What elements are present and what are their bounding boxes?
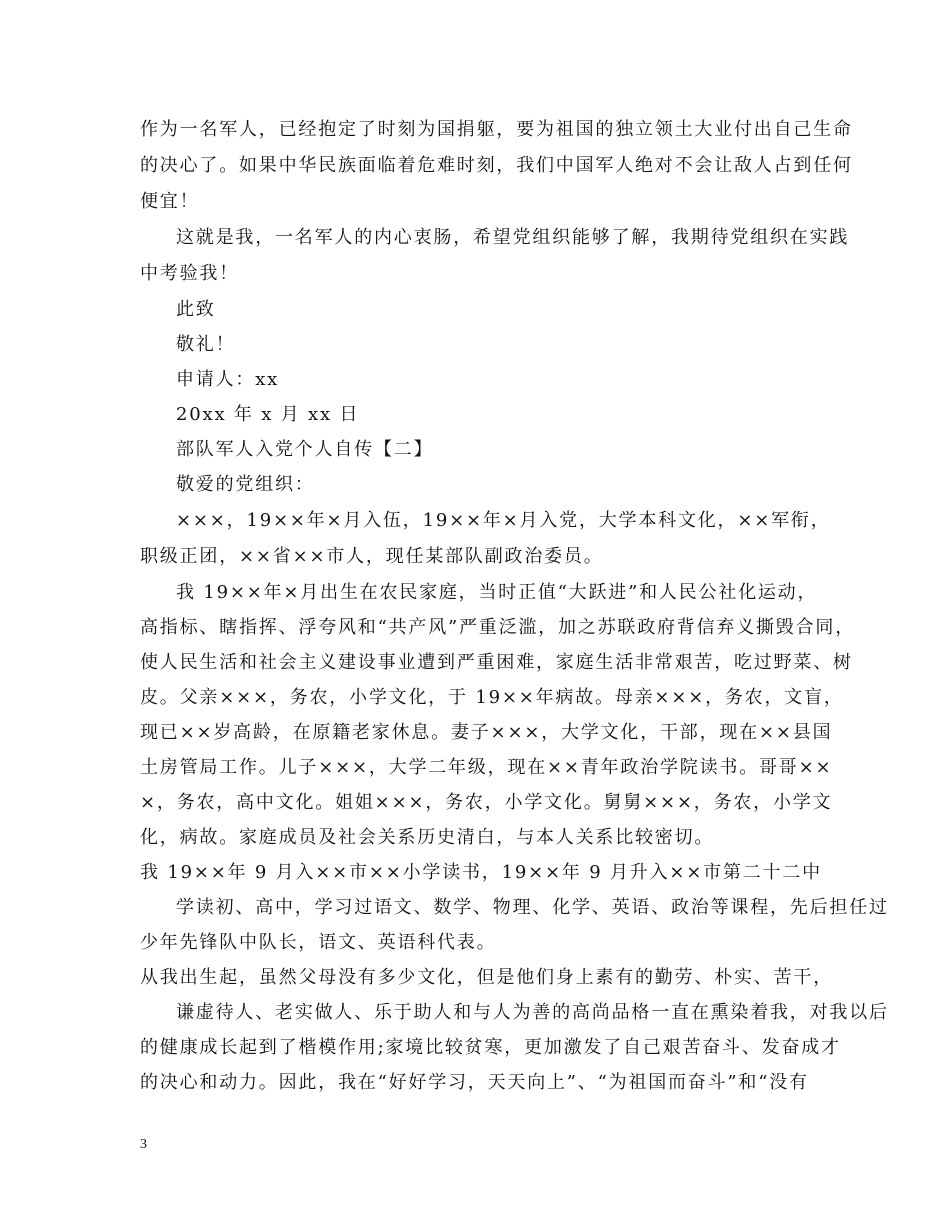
- body-text-line: 少年先锋队中队长，语文、英语科代表。: [140, 932, 497, 953]
- body-text-line: 职级正团，××省××市人，现任某部队副政治委员。: [140, 546, 604, 567]
- body-text-line: 谦虚待人、老实做人、乐于助人和与人为善的高尚品格一直在熏染着我，对我以后: [176, 1002, 889, 1023]
- body-text-line: ×××，19××年×月入伍，19××年×月入党，大学本科文化，××军衔，: [176, 510, 831, 531]
- body-text-line: 这就是我，一名军人的内心衷肠，希望党组织能够了解，我期待党组织在实践: [176, 227, 850, 248]
- body-text-line: 学读初、高中，学习过语文、数学、物理、化学、英语、政治等课程，先后担任过: [176, 897, 889, 918]
- body-text-line: 使人民生活和社会主义建设事业遭到严重困难，家庭生活非常艰苦，吃过野菜、树: [140, 652, 853, 673]
- body-text-line: 皮。父亲×××，务农，小学文化，于 19××年病故。母亲×××，务农，文盲，: [140, 687, 844, 708]
- body-text-line: 的决心了。如果中华民族面临着危难时刻，我们中国军人绝对不会让敌人占到任何: [140, 155, 853, 176]
- body-text-line: 我 19××年 9 月入××市××小学读书，19××年 9 月升入××市第二十二中: [140, 862, 822, 883]
- body-text-line: 化，病故。家庭成员及社会关系历史清白，与本人关系比较密切。: [140, 827, 715, 848]
- date-line: 20xx 年 x 月 xx 日: [176, 404, 360, 425]
- body-text-line: 土房管局工作。儿子×××，大学二年级，现在××青年政治学院读书。哥哥××: [140, 757, 833, 778]
- body-text-line: 高指标、瞎指挥、浮夸风和“共产风”严重泛滥，加之苏联政府背信弃义撕毁合同，: [140, 617, 856, 638]
- body-text-line: 我 19××年×月出生在农民家庭，当时正值“大跃进”和人民公社化运动，: [176, 582, 818, 603]
- body-text-line: ×，务农，高中文化。姐姐×××，务农，小学文化。舅舅×××，务农，小学文: [140, 792, 833, 813]
- body-text-line: 的决心和动力。因此，我在“好好学习，天天向上”、“为祖国而奋斗”和“没有: [140, 1072, 809, 1093]
- body-text-line: 从我出生起，虽然父母没有多少文化，但是他们身上素有的勤劳、朴实、苦干，: [140, 967, 833, 988]
- section-heading: 部队军人入党个人自传【二】: [176, 439, 434, 460]
- body-text-line: 作为一名军人，已经抱定了时刻为国捐躯，要为祖国的独立领土大业付出自己生命: [140, 119, 853, 140]
- body-text-line: 现已××岁高龄，在原籍老家休息。妻子×××，大学文化，干部，现在××县国: [140, 722, 833, 743]
- closing-line: 敬礼！: [176, 334, 236, 355]
- applicant-line: 申请人：xx: [176, 369, 280, 390]
- closing-line: 此致: [176, 299, 216, 320]
- body-text-line: 中考验我！: [140, 263, 239, 284]
- body-text-line: 的健康成长起到了楷模作用;家境比较贫寒，更加激发了自己艰苦奋斗、发奋成才: [140, 1037, 841, 1058]
- page-number: 3: [140, 1137, 147, 1152]
- body-text-line: 便宜！: [140, 191, 200, 212]
- salutation-line: 敬爱的党组织：: [176, 474, 315, 495]
